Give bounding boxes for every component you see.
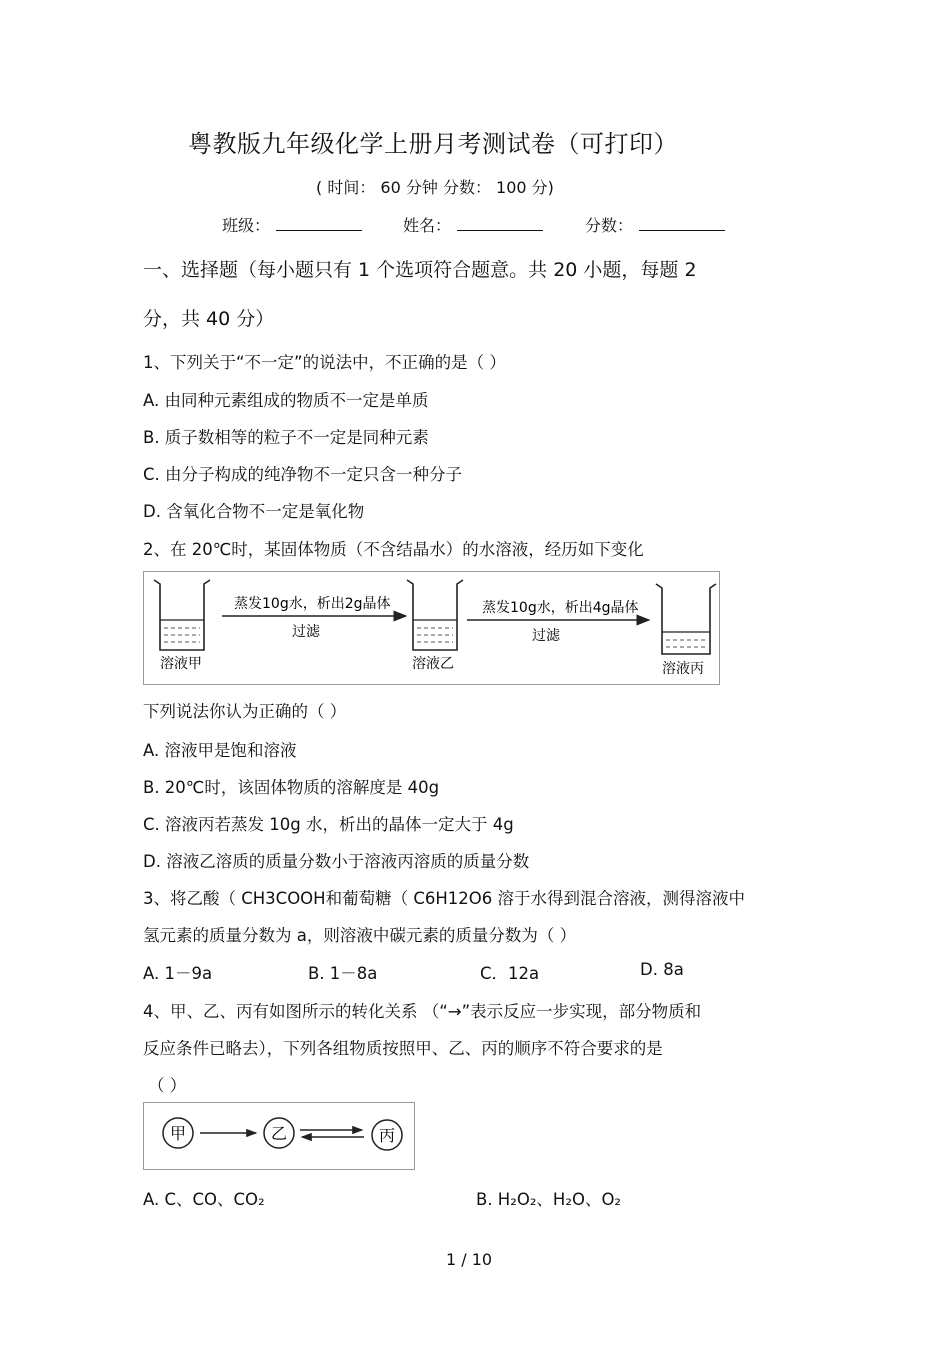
page-title: 粤教版九年级化学上册月考测试卷（可打印） xyxy=(188,130,678,158)
q4-option-b: B. H₂O₂、H₂O、O₂ xyxy=(476,1190,622,1209)
q1-option-b: B. 质子数相等的粒子不一定是同种元素 xyxy=(143,428,429,447)
arrow-1-bottom-label: 过滤 xyxy=(292,624,320,640)
q2-beaker-diagram xyxy=(143,571,720,685)
q2-prompt: 下列说法你认为正确的（ ） xyxy=(143,702,347,721)
arrow-1-top-label: 蒸发10g水，析出2g晶体 xyxy=(234,596,391,612)
q2-option-d: D. 溶液乙溶质的质量分数小于溶液丙溶质的质量分数 xyxy=(143,852,530,871)
score-field xyxy=(585,213,725,236)
q2-stem: 2、在 20℃时，某固体物质（不含结晶水）的水溶液，经历如下变化 xyxy=(143,540,644,559)
score-label: 分数： xyxy=(585,216,634,235)
q1-option-d: D. 含氧化合物不一定是氧化物 xyxy=(143,502,365,521)
page-number: 1 / 10 xyxy=(446,1250,493,1269)
arrow-2-bottom-label: 过滤 xyxy=(532,628,560,644)
node-1-label: 甲 xyxy=(169,1124,187,1143)
node-2-label: 乙 xyxy=(270,1124,288,1143)
q3-option-a: A. 1－9a xyxy=(143,964,213,983)
q3-stem-line2: 氢元素的质量分数为 a，则溶液中碳元素的质量分数为（ ） xyxy=(143,926,577,945)
name-blank[interactable] xyxy=(457,216,543,231)
class-field xyxy=(222,213,362,236)
q4-stem-line1: 4、甲、乙、丙有如图所示的转化关系 （“→”表示反应一步实现，部分物质和 xyxy=(143,1002,702,1021)
arrow-2-top-label: 蒸发10g水，析出4g晶体 xyxy=(482,600,639,616)
beaker-1-label: 溶液甲 xyxy=(160,656,202,672)
q4-stem-line3: （ ） xyxy=(148,1076,187,1095)
beaker-3-icon xyxy=(656,584,716,654)
class-blank[interactable] xyxy=(276,216,362,231)
q2-option-a: A. 溶液甲是饱和溶液 xyxy=(143,741,297,760)
q3-option-d: D. 8a xyxy=(640,960,684,979)
class-label: 班级： xyxy=(222,216,271,235)
q1-option-c: C. 由分子构成的纯净物不一定只含一种分子 xyxy=(143,465,463,484)
q1-stem: 1、下列关于“不一定”的说法中，不正确的是（ ） xyxy=(143,353,506,372)
q4-conversion-diagram xyxy=(143,1102,415,1170)
section-heading-line1: 一、选择题（每小题只有 1 个选项符合题意。共 20 小题，每题 2 xyxy=(143,259,697,281)
section-heading-line2: 分，共 40 分） xyxy=(143,308,275,330)
beaker-3-label: 溶液丙 xyxy=(662,661,704,677)
q2-option-c: C. 溶液丙若蒸发 10g 水，析出的晶体一定大于 4g xyxy=(143,815,514,834)
beaker-2-icon xyxy=(407,580,463,650)
q2-option-b: B. 20℃时，该固体物质的溶解度是 40g xyxy=(143,778,440,797)
exam-info: ( 时间： 60 分钟 分数： 100 分) xyxy=(316,178,554,197)
q4-stem-line2: 反应条件已略去），下列各组物质按照甲、乙、丙的顺序不符合要求的是 xyxy=(143,1039,663,1058)
q3-option-b: B. 1－8a xyxy=(308,964,378,983)
beaker-1-icon xyxy=(154,580,210,650)
score-blank[interactable] xyxy=(639,216,725,231)
name-label: 姓名： xyxy=(403,216,452,235)
q4-option-a: A. C、CO、CO₂ xyxy=(143,1190,265,1209)
q3-stem-line1: 3、将乙酸（ CH3COOH和葡萄糖（ C6H12O6 溶于水得到混合溶液，测得溶液中 xyxy=(143,889,745,908)
beaker-2-label: 溶液乙 xyxy=(412,656,454,672)
q1-option-a: A. 由同种元素组成的物质不一定是单质 xyxy=(143,391,429,410)
node-3-label: 丙 xyxy=(378,1126,396,1145)
name-field xyxy=(403,213,543,236)
q3-option-c: C．12a xyxy=(480,964,540,983)
